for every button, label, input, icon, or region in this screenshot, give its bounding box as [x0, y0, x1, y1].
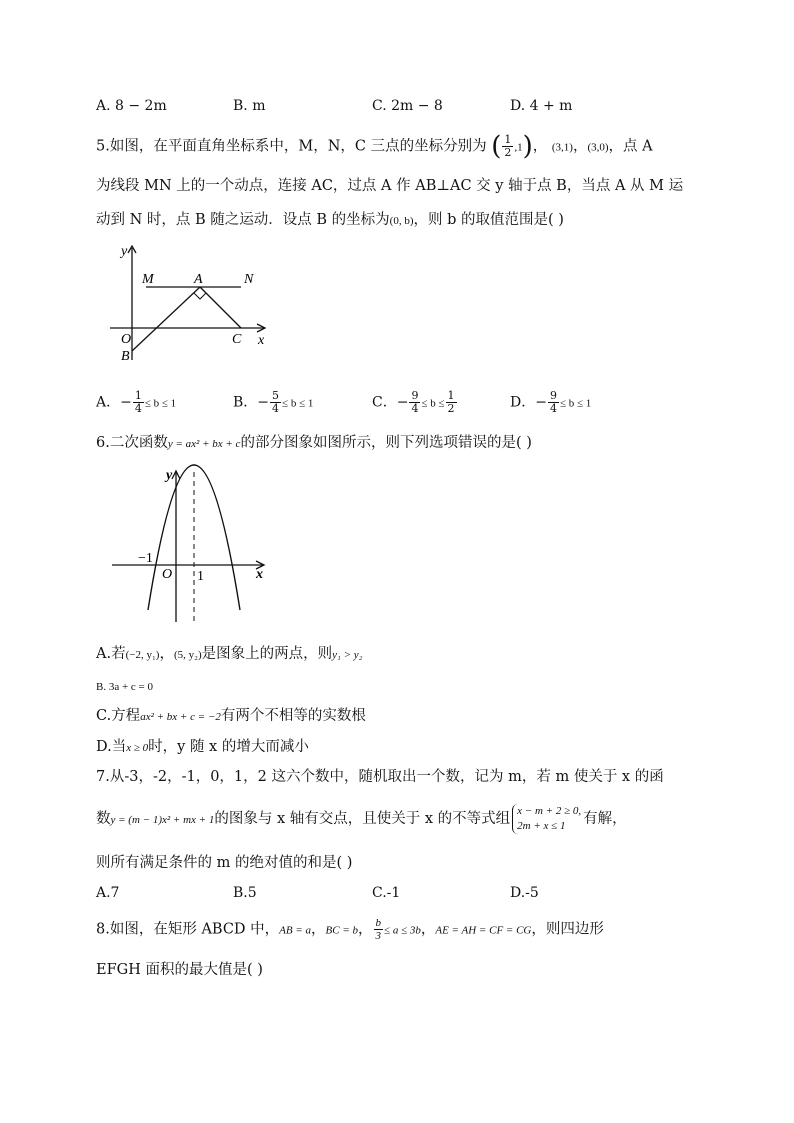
q7-option-a: A.7 — [96, 885, 120, 901]
q6-stem: 6.二次函数y = ax² + bx + c的部分图象如图所示，则下列选项错误的是( ) — [96, 435, 532, 451]
q5-label-a: A — [194, 272, 203, 287]
q7-option-b: B.5 — [233, 885, 257, 901]
q6-figure — [108, 462, 268, 624]
q5-label-c: C — [232, 332, 242, 347]
q5-option-c: C．− $\frac{9}{4}$ ≤ b ≤ $\frac{1}{2}$ — [372, 389, 455, 415]
q6-label-y: y — [166, 468, 173, 483]
q6-label-o: O — [162, 567, 173, 582]
q4-option-b: B. m — [233, 98, 266, 114]
q4-option-d: D. 4 + m — [510, 98, 573, 114]
q5-stem-line1: 5.如图，在平面直角坐标系中，M，N，C 三点的坐标分别为 ( $\frac{1}{2}$ ,1)， (3,1)，(3,0)，点 A — [96, 131, 653, 162]
q5-label-x: x — [258, 333, 265, 348]
q5-figure — [108, 238, 278, 368]
q6-option-d: D.当x ≥ 0时，y 随 x 的增大而减小 — [96, 739, 309, 755]
q5-label-b: B — [121, 349, 130, 364]
q7-inequality-system: x − m + 2 ≥ 0, 2m + x ≤ 1 — [512, 804, 581, 834]
q5-label-o: O — [121, 332, 132, 347]
q5-right-angle-mark — [194, 293, 206, 299]
q6-option-b: B. 3a + c = 0 — [96, 681, 154, 693]
q5-option-d: D．− $\frac{9}{4}$ ≤ b ≤ 1 — [510, 389, 592, 415]
q5-option-a: A．− $\frac{1}{4}$ ≤ b ≤ 1 — [96, 389, 177, 415]
q8-stem-line2: EFGH 面积的最大值是( ) — [96, 962, 263, 978]
q5-stem-line3: 动到 N 时，点 B 随之运动．设点 B 的坐标为(0, b)，则 b 的取值范围是( ) — [96, 212, 564, 228]
q5-label-m: M — [142, 272, 154, 287]
q6-option-a: A.若(−2, y₁)，(5, y₂)是图象上的两点，则y₁ > y₂ — [96, 646, 363, 662]
q6-label-1: 1 — [197, 569, 204, 584]
q5-option-b: B．− $\frac{5}{4}$ ≤ b ≤ 1 — [233, 389, 314, 415]
q5-label-y: y — [121, 244, 128, 259]
q4-option-a: A. 8 − 2m — [96, 98, 167, 114]
q7-option-c: C.-1 — [372, 885, 401, 901]
q7-stem-line3: 则所有满足条件的 m 的绝对值的和是( ) — [96, 855, 353, 871]
q4-option-c: C. 2m − 8 — [372, 98, 443, 114]
q6-label-x: x — [256, 567, 263, 582]
q5-label-n: N — [244, 272, 254, 287]
q5-stem-line2: 为线段 MN 上的一个动点，连接 AC，过点 A 作 AB⊥AC 交 y 轴于点 B，当点 A 从 M 运 — [96, 178, 684, 194]
q8-stem-line1: 8.如图，在矩形 ABCD 中，AB = a，BC = b， $\frac{b}{3}$ ≤ a ≤ 3b，AE = AH = CF = CG，则四边形 — [96, 917, 604, 942]
q7-stem-line2: 数y = (m − 1)x² + mx + 1的图象与 x 轴有交点，且使关于 x 的不等式组 x − m + 2 ≥ 0, 2m + x ≤ 1 有解， — [96, 805, 627, 832]
q6-option-c: C.方程ax² + bx + c = −2有两个不相等的实数根 — [96, 708, 366, 724]
q7-option-d: D.-5 — [510, 885, 539, 901]
q6-label-minus1: −1 — [138, 551, 153, 566]
q7-stem-line1: 7.从-3，-2，-1，0，1，2 这六个数中，随机取出一个数，记为 m，若 m 使关于 x 的函 — [96, 769, 664, 785]
q5-segment-ab — [132, 287, 200, 351]
